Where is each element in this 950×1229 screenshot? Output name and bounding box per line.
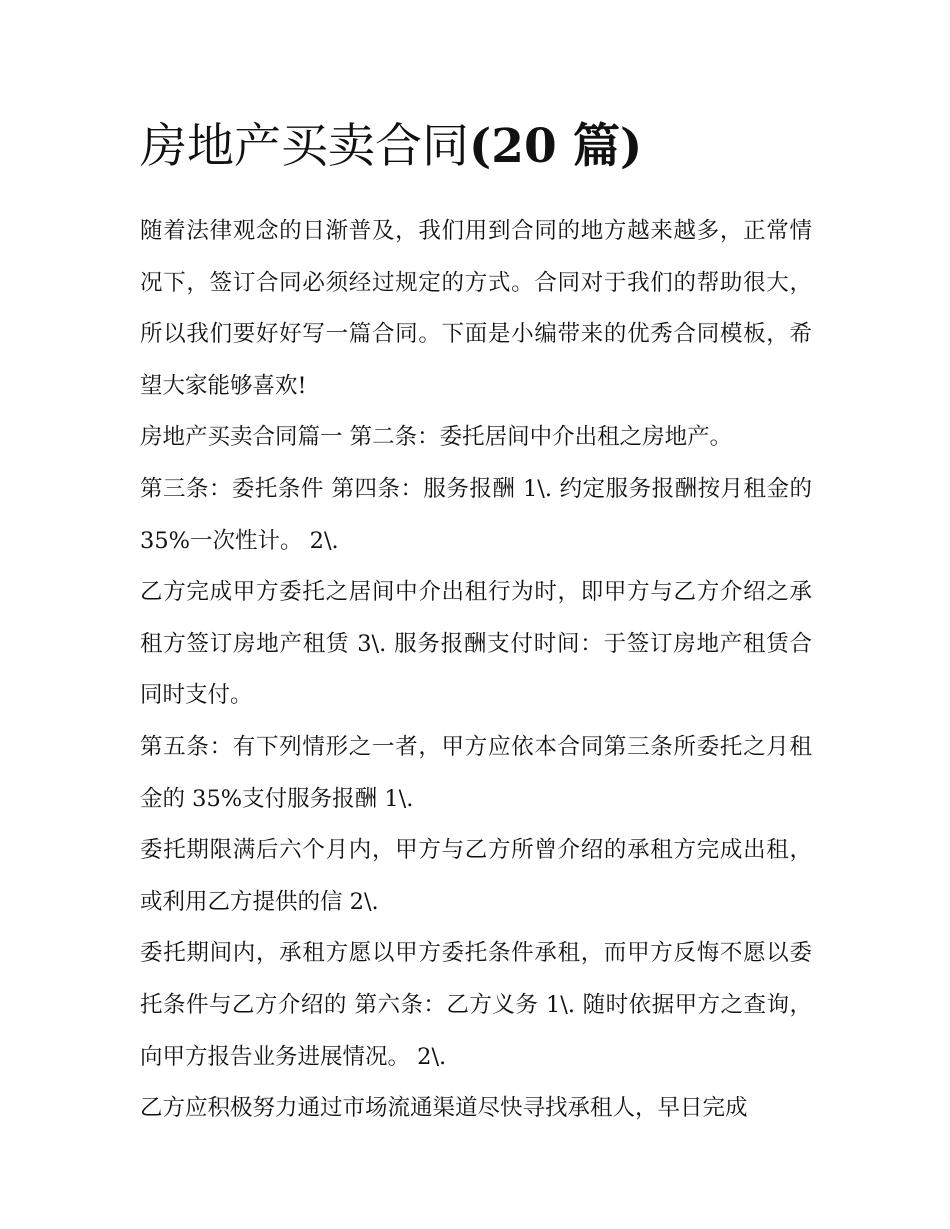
title-suffix: (20 篇): [469, 119, 643, 174]
paragraph-article-3-4: 第三条：委托条件 第四条：服务报酬 1\. 约定服务报酬按月租金的 35%一次性计。 2\.: [140, 475, 812, 554]
document-title: [140, 112, 812, 182]
paragraph-article-6: 委托期间内，承租方愿以甲方委托条件承租，而甲方反悔不愿以委托条件与乙方介绍的 第六条：乙方义务 1\. 随时依据甲方之查询，向甲方报告业务进展情况。 2\.: [140, 940, 812, 1070]
title-main: 房地产买卖合同: [140, 119, 469, 174]
document-body: [140, 112, 812, 1135]
paragraph-tenant-search: 乙方应积极努力通过市场流通渠道尽快寻找承租人，早日完成: [140, 1095, 748, 1122]
paragraph-intro: 随着法律观念的日渐普及，我们用到合同的地方越来越多，正常情况下，签订合同必须经过规定的方式。合同对于我们的帮助很大，所以我们要好好写一篇合同。下面是小编带来的优秀合同模板，希望大家能够喜欢!: [140, 218, 812, 399]
paragraph-article-2: 房地产买卖合同篇一 第二条：委托居间中介出租之房地产。: [140, 424, 733, 451]
paragraph-article-5: 第五条：有下列情形之一者，甲方应依本合同第三条所委托之月租金的 35%支付服务报酬 1\.: [140, 733, 812, 812]
paragraph-after-expiry: 委托期限满后六个月内，甲方与乙方所曾介绍的承租方完成出租，或利用乙方提供的信 2\.: [140, 837, 812, 915]
paragraph-completion: 乙方完成甲方委托之居间中介出租行为时，即甲方与乙方介绍之承租方签订房地产租赁 3\. 服务报酬支付时间：于签订房地产租赁合同时支付。: [140, 579, 812, 709]
